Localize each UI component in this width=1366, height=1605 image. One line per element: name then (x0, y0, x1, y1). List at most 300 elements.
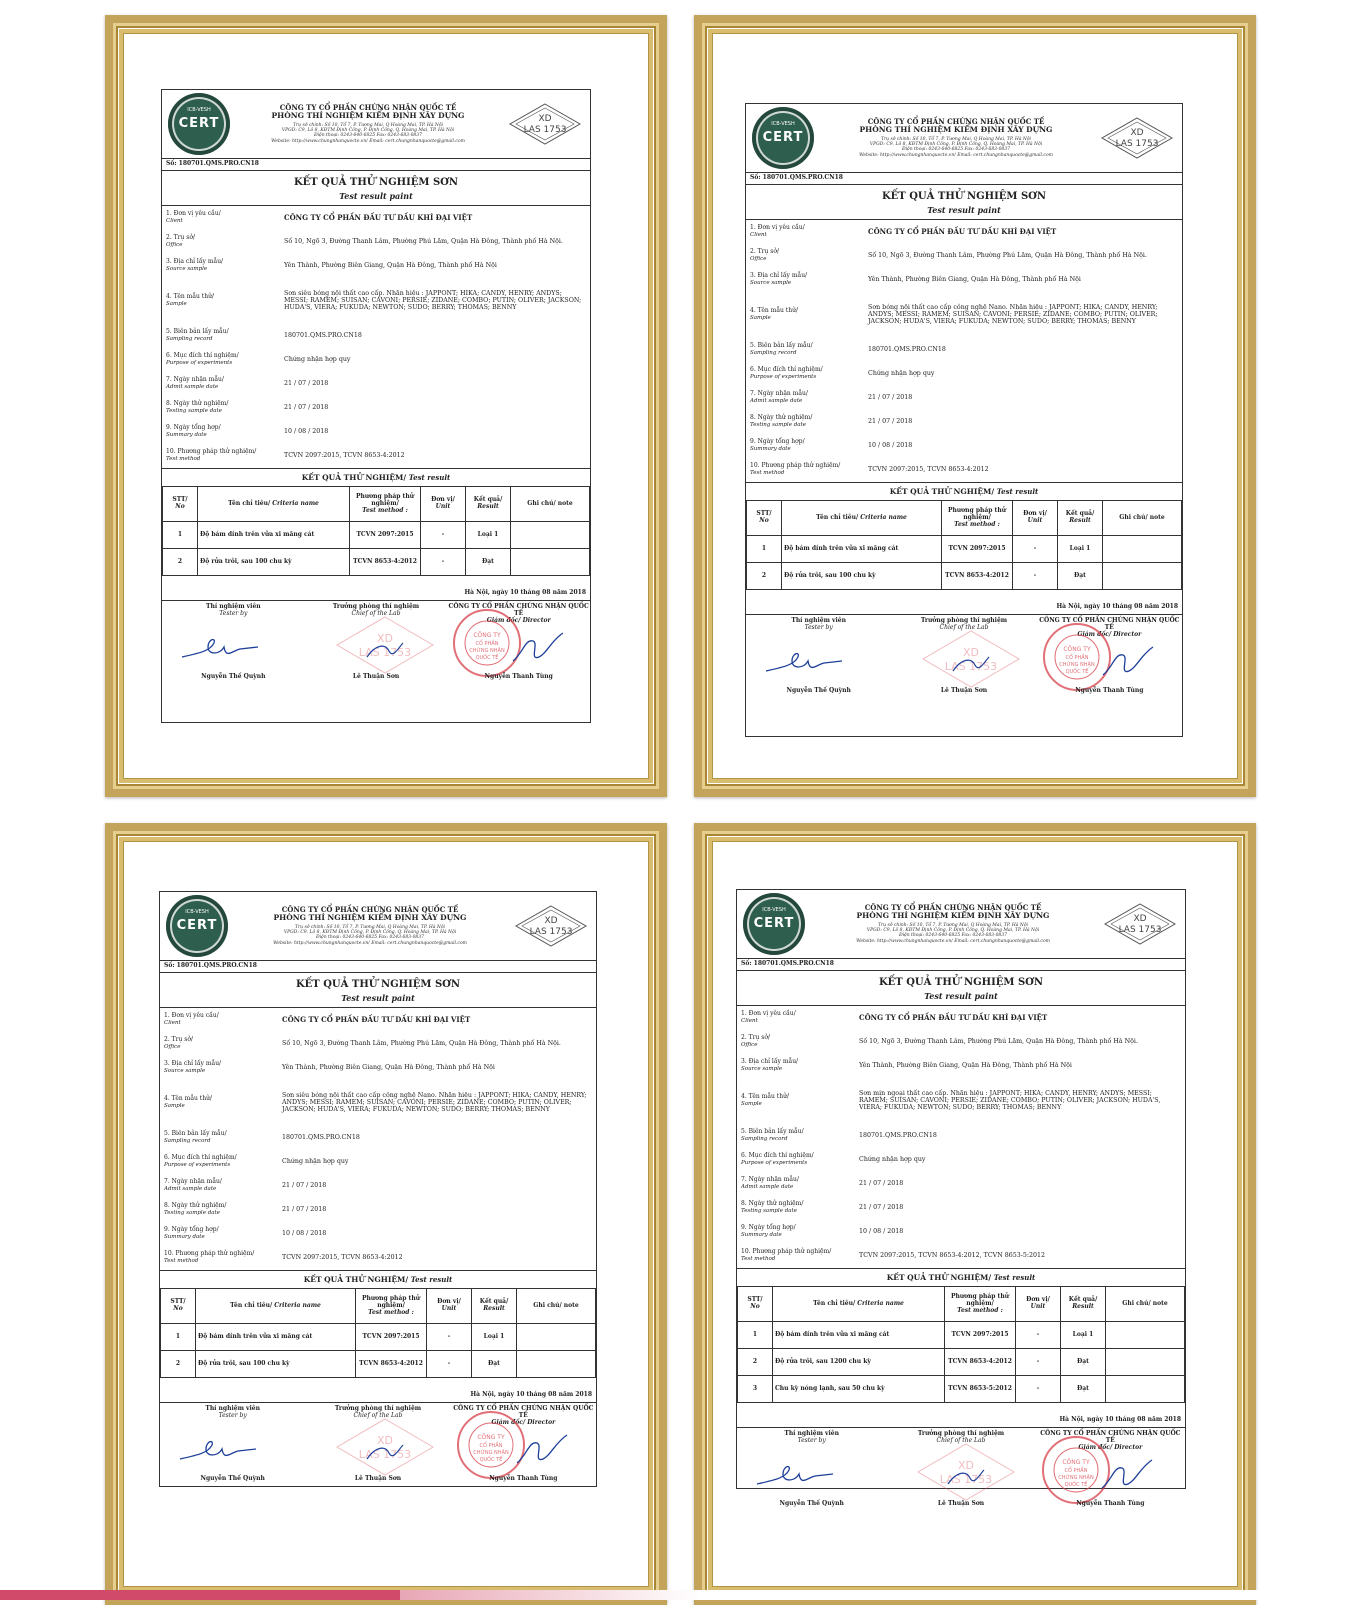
info-label: 2. Trụ sở/ Office (166, 233, 195, 248)
results-table (162, 486, 590, 576)
purpose-value: Chứng nhận hợp quy (859, 1155, 926, 1163)
info-row-office (162, 230, 590, 254)
cell-no: 1 (161, 1324, 196, 1351)
cell-name: Độ bám dính trên vữa xi măng cát (198, 522, 350, 549)
table-row (747, 563, 1182, 590)
phone-line: Điện thoại: 0243-640-6825 Fax: 0243-683-0837 (313, 133, 423, 139)
cell-name: Độ rửa trôi, sau 100 chu kỳ (196, 1351, 356, 1378)
cell-name: Độ rửa trôi, sau 100 chu kỳ (782, 563, 942, 590)
director-title: Giám đốc/ Director (1077, 630, 1142, 638)
source-value: Yên Thành, Phường Biên Giang, Quận Hà Đông, Thành phố Hà Nội (282, 1063, 495, 1071)
results-heading: KẾT QUẢ THỬ NGHIỆM/ Test result (737, 1268, 1185, 1287)
tester-handwritten-signature (764, 645, 844, 681)
office-value: Số 10, Ngõ 3, Đường Thanh Lâm, Phường Phú Lãm, Quận Hà Đông, Thành phố Hà Nội. (284, 237, 563, 245)
hq-address: Trụ sở chính: Số 10, Tổ 7, P. Tương Mai, Q Hoàng Mai, TP. Hà Nội (294, 924, 446, 930)
tester-handwritten-signature (178, 1433, 258, 1469)
info-row-purpose (746, 362, 1182, 386)
hq-address: Trụ sở chính: Số 10, Tổ 7, P. Tương Mai, Q Hoàng Mai, TP. Hà Nội (877, 922, 1029, 928)
director-company: CÔNG TY CỔ PHẦN CHỨNG NHẬN QUỐC TẾ (1039, 617, 1180, 631)
svg-text:CỔ PHẦN: CỔ PHẦN (1064, 1468, 1088, 1475)
sign-date: Hà Nội, ngày 10 tháng 08 năm 2018 (746, 590, 1182, 615)
col-result: Kết quả/ Result (466, 487, 511, 522)
purpose-value: Chứng nhận hợp quy (282, 1157, 349, 1165)
info-row-source (162, 254, 590, 278)
director-handwritten-signature (515, 1433, 569, 1473)
document-number: Số: 180701.QMS.PRO.CN18 (160, 961, 596, 973)
purpose-value: Chứng nhận hợp quy (284, 355, 351, 363)
tester-name: Nguyễn Thế Quỳnh (201, 673, 266, 681)
cell-note (1106, 1376, 1185, 1403)
cell-note (1106, 1322, 1185, 1349)
table-row (163, 549, 590, 576)
cell-method: TCVN 8653-4:2012 (942, 563, 1013, 590)
info-label: 3. Địa chỉ lấy mẫu/ Source sample (741, 1057, 799, 1072)
svg-text:QUỐC TẾ: QUỐC TẾ (1065, 669, 1089, 676)
record-value: 180701.QMS.PRO.CN18 (868, 345, 946, 353)
cell-note (1103, 536, 1182, 563)
hq-address: Trụ sở chính: Số 10, Tổ 7, P. Tương Mai, Q Hoàng Mai, TP. Hà Nội (292, 122, 444, 128)
company-info (236, 104, 500, 143)
web-line: Website: http://www.chungnhanquocte.vn/ Email: cert.chungnhanquocte@gmail.com (856, 938, 1050, 944)
tester-handwritten-signature (180, 631, 260, 667)
info-label: 8. Ngày thử nghiệm/ Testing sample date (166, 399, 229, 414)
phone-line: Điện thoại: 0243-640-6825 Fax: 0243-683-0837 (901, 147, 1011, 153)
info-row-sample (162, 278, 590, 324)
chief-name: Lê Thuận Sơn (940, 687, 988, 695)
test-result-document (736, 889, 1186, 1508)
info-row-sample (737, 1078, 1185, 1124)
director-title: Giám đốc/ Director (1078, 1443, 1143, 1451)
svg-text:CHỨNG NHẬN: CHỨNG NHẬN (469, 648, 506, 655)
document-header (746, 104, 1182, 173)
table-row (738, 1349, 1185, 1376)
admit-value: 21 / 07 / 2018 (859, 1179, 904, 1187)
cell-note (517, 1351, 596, 1378)
info-label: 4. Tên mẫu thử/ Sample (741, 1092, 789, 1107)
chief-signature (305, 1403, 450, 1489)
document-title: KẾT QUẢ THỬ NGHIỆM SƠN (881, 190, 1047, 202)
info-label: 4. Tên mẫu thử/ Sample (750, 306, 798, 321)
col-note: Ghi chú/ note (1106, 1287, 1185, 1322)
info-label: 7. Ngày nhận mẫu/ Admit sample date (164, 1177, 222, 1192)
info-row-sample (160, 1080, 596, 1126)
tester-title: Thí nghiệm viên (206, 603, 261, 611)
testing-value: 21 / 07 / 2018 (868, 417, 913, 425)
cell-unit: - (1016, 1376, 1061, 1403)
info-label: 2. Trụ sở/ Office (750, 247, 779, 262)
chief-title-en: Chief of the Lab (351, 609, 401, 617)
info-row-client (160, 1008, 596, 1032)
method-value: TCVN 2097:2015, TCVN 8653-4:2012 (284, 451, 405, 459)
office-address: VPGD: C9, Lô 8, KĐTM Định Công, P. Định Công, Q. Hoàng Mai, TP. Hà Nội (281, 128, 455, 134)
document-subtitle: Test result paint (927, 205, 1001, 216)
info-label: 6. Mục đích thí nghiệm/ Purpose of experiments (164, 1153, 237, 1168)
cell-method: TCVN 2097:2015 (942, 536, 1013, 563)
badge-bottom-text: LAS 1753 (523, 125, 567, 135)
cell-no: 2 (747, 563, 782, 590)
col-method: Phương pháp thử nghiệm/ Test method : (350, 487, 421, 522)
info-label: 9. Ngày tổng hợp/ Summary date (166, 423, 221, 438)
office-address: VPGD: C9, Lô 8, KĐTM Định Công, P. Định Công, Q. Hoàng Mai, TP. Hà Nội (283, 930, 457, 936)
results-table (746, 500, 1182, 590)
cell-result: Đạt (1061, 1349, 1106, 1376)
badge-top-text: XD (544, 916, 558, 926)
svg-text:LAS 1753: LAS 1753 (945, 660, 998, 674)
document-number: Số: 180701.QMS.PRO.CN18 (746, 173, 1182, 185)
info-row-testing (746, 410, 1182, 434)
tester-title-en: Tester by (219, 609, 248, 617)
director-name: Nguyễn Thanh Tùng (1075, 687, 1144, 695)
table-row (747, 536, 1182, 563)
company-name: CÔNG TY CỔ PHẦN CHỨNG NHẬN QUỐC TẾ (279, 103, 457, 113)
info-label: 5. Biên bản lấy mẫu/ Sampling record (164, 1129, 227, 1144)
col-unit: Đơn vị/ Unit (421, 487, 466, 522)
cell-note (511, 549, 590, 576)
director-signature (447, 601, 590, 687)
info-row-sample (746, 292, 1182, 338)
info-label: 10. Phương pháp thử nghiệm/ Test method (164, 1249, 255, 1264)
col-method: Phương pháp thử nghiệm/ Test method : (942, 501, 1013, 536)
lab-name: PHÒNG THÍ NGHIỆM KIỂM ĐỊNH XÂY DỰNG (271, 111, 465, 121)
results-header-row (747, 501, 1182, 536)
info-row-testing (737, 1196, 1185, 1220)
source-value: Yên Thành, Phường Biên Giang, Quận Hà Đông, Thành phố Hà Nội (868, 275, 1081, 283)
chief-handwritten-signature (365, 639, 405, 663)
results-header-row (161, 1289, 596, 1324)
svg-text:XD: XD (963, 646, 980, 660)
method-value: TCVN 2097:2015, TCVN 8653-4:2012 (868, 465, 989, 473)
logo-top-text: ICB-VESH (185, 909, 209, 915)
chief-title: Trưởng phòng thí nghiệm (332, 603, 420, 611)
cell-unit: - (427, 1324, 472, 1351)
svg-text:CÔNG TY: CÔNG TY (473, 632, 501, 640)
info-row-purpose (737, 1148, 1185, 1172)
director-name: Nguyễn Thanh Tùng (484, 673, 553, 681)
info-label: 8. Ngày thử nghiệm/ Testing sample date (750, 413, 813, 428)
info-row-admit (162, 372, 590, 396)
sign-date: Hà Nội, ngày 10 tháng 08 năm 2018 (737, 1403, 1185, 1428)
info-section (160, 1007, 596, 1270)
info-row-admit (737, 1172, 1185, 1196)
chief-title-en: Chief of the Lab (939, 623, 989, 631)
purpose-value: Chứng nhận hợp quy (868, 369, 935, 377)
web-line: Website: http://www.chungnhanquocte.vn/ Email: cert.chungnhanquocte@gmail.com (859, 152, 1053, 158)
info-label: 2. Trụ sở/ Office (741, 1033, 770, 1048)
svg-text:LAS 1753: LAS 1753 (359, 1448, 412, 1462)
results-table (737, 1286, 1185, 1403)
svg-text:LAS 1753: LAS 1753 (358, 646, 411, 660)
info-label: 7. Ngày nhận mẫu/ Admit sample date (166, 375, 224, 390)
cell-note (517, 1324, 596, 1351)
info-label: 10. Phương pháp thử nghiệm/ Test method (741, 1247, 832, 1262)
info-row-record (737, 1124, 1185, 1148)
signature-block (162, 601, 590, 687)
cell-result: Đạt (1058, 563, 1103, 590)
las-badge (1100, 116, 1174, 160)
table-row (161, 1324, 596, 1351)
col-unit: Đơn vị/ Unit (427, 1289, 472, 1324)
document-number: Số: 180701.QMS.PRO.CN18 (737, 959, 1185, 971)
company-name: CÔNG TY CỔ PHẦN CHỨNG NHẬN QUỐC TẾ (281, 905, 459, 915)
info-label: 6. Mục đích thí nghiệm/ Purpose of experiments (741, 1151, 814, 1166)
results-heading: KẾT QUẢ THỬ NGHIỆM/ Test result (746, 482, 1182, 501)
info-label: 5. Biên bản lấy mẫu/ Sampling record (750, 341, 813, 356)
cell-name: Độ bám dính trên vữa xi măng cát (773, 1322, 945, 1349)
info-row-method (160, 1246, 596, 1270)
cert-logo (168, 93, 230, 155)
col-method: Phương pháp thử nghiệm/ Test method : (356, 1289, 427, 1324)
director-name: Nguyễn Thanh Tùng (1076, 1500, 1145, 1508)
svg-text:XD: XD (377, 1434, 394, 1448)
cell-no: 1 (747, 536, 782, 563)
col-result: Kết quả/ Result (472, 1289, 517, 1324)
info-label: 1. Đơn vị yêu cầu/ Client (741, 1009, 796, 1024)
document-number: Số: 180701.QMS.PRO.CN18 (162, 159, 590, 171)
svg-text:QUỐC TẾ: QUỐC TẾ (475, 655, 499, 662)
cell-name: Độ rửa trôi, sau 100 chu kỳ (198, 549, 350, 576)
info-label: 9. Ngày tổng hợp/ Summary date (741, 1223, 796, 1238)
hq-address: Trụ sở chính: Số 10, Tổ 7, P. Tương Mai, Q Hoàng Mai, TP. Hà Nội (880, 136, 1032, 142)
cell-note (1103, 563, 1182, 590)
col-method: Phương pháp thử nghiệm/ Test method : (945, 1287, 1016, 1322)
info-row-client (737, 1006, 1185, 1030)
cell-no: 1 (738, 1322, 773, 1349)
cell-name: Độ rửa trôi, sau 1200 chu kỳ (773, 1349, 945, 1376)
logo-top-text: ICB-VESH (771, 121, 795, 127)
record-value: 180701.QMS.PRO.CN18 (859, 1131, 937, 1139)
office-address: VPGD: C9, Lô 8, KĐTM Định Công, P. Định Công, Q. Hoàng Mai, TP. Hà Nội (866, 928, 1040, 934)
info-label: 6. Mục đích thí nghiệm/ Purpose of experiments (750, 365, 823, 380)
logo-main-text: CERT (753, 916, 795, 931)
las-badge (514, 904, 588, 948)
client-value: CÔNG TY CỔ PHẦN ĐẦU TƯ DẦU KHÍ ĐẠI VIỆT (868, 226, 1057, 236)
director-name: Nguyễn Thanh Tùng (489, 1475, 558, 1483)
info-label: 5. Biên bản lấy mẫu/ Sampling record (166, 327, 229, 342)
info-row-admit (746, 386, 1182, 410)
col-no: STT/ No (738, 1287, 773, 1322)
info-row-client (746, 220, 1182, 244)
sample-value: Sơn bóng nội thất cao cấp công nghệ Nano. Nhãn hiệu : JAPPONT; HIKA; CANDY, HENRY; ANDYS; MESSI; RAMEM; SUISAN; CAVONI; PERSIE; ZIDANE; COMBO; PUTIN; OLIVER; JACKSON; HUDA'S, VIERA; FUKUDA; NEWTON; SUDO; BERRY; THOMAS; BENNY (868, 303, 1158, 326)
office-value: Số 10, Ngõ 3, Đường Thanh Lâm, Phường Phú Lãm, Quận Hà Đông, Thành phố Hà Nội. (868, 251, 1147, 259)
cell-unit: - (1016, 1322, 1061, 1349)
info-row-office (746, 244, 1182, 268)
info-row-summary (746, 434, 1182, 458)
cert-logo (743, 893, 805, 955)
results-header-row (738, 1287, 1185, 1322)
admit-value: 21 / 07 / 2018 (868, 393, 913, 401)
cell-unit: - (427, 1351, 472, 1378)
info-label: 4. Tên mẫu thử/ Sample (166, 292, 214, 307)
info-row-method (737, 1244, 1185, 1268)
info-section (162, 205, 590, 468)
cell-note (1106, 1349, 1185, 1376)
cell-result: Loại 1 (466, 522, 511, 549)
testing-value: 21 / 07 / 2018 (859, 1203, 904, 1211)
office-value: Số 10, Ngõ 3, Đường Thanh Lâm, Phường Phú Lãm, Quận Hà Đông, Thành phố Hà Nội. (282, 1039, 561, 1047)
chief-title-en: Chief of the Lab (936, 1436, 986, 1444)
cell-result: Loại 1 (1058, 536, 1103, 563)
cell-method: TCVN 2097:2015 (945, 1322, 1016, 1349)
testing-value: 21 / 07 / 2018 (282, 1205, 327, 1213)
cert-logo (166, 895, 228, 957)
director-handwritten-signature (1101, 645, 1155, 685)
svg-text:CÔNG TY: CÔNG TY (1063, 646, 1091, 654)
info-label: 7. Ngày nhận mẫu/ Admit sample date (741, 1175, 799, 1190)
lab-name: PHÒNG THÍ NGHIỆM KIỂM ĐỊNH XÂY DỰNG (859, 125, 1053, 135)
summary-value: 10 / 08 / 2018 (859, 1227, 904, 1235)
col-unit: Đơn vị/ Unit (1013, 501, 1058, 536)
cell-result: Đạt (1061, 1376, 1106, 1403)
cell-unit: - (1013, 536, 1058, 563)
badge-top-text: XD (538, 114, 552, 124)
svg-text:QUỐC TẾ: QUỐC TẾ (479, 1457, 503, 1464)
cell-unit: - (1016, 1349, 1061, 1376)
las-badge (1103, 902, 1177, 946)
badge-top-text: XD (1133, 914, 1147, 924)
chief-handwritten-signature (365, 1441, 405, 1465)
table-row (738, 1322, 1185, 1349)
gold-frame-3 (105, 823, 667, 1605)
document-subtitle: Test result paint (341, 993, 415, 1004)
info-label: 2. Trụ sở/ Office (164, 1035, 193, 1050)
col-result: Kết quả/ Result (1061, 1287, 1106, 1322)
tester-name: Nguyễn Thế Quỳnh (786, 687, 851, 695)
info-label: 10. Phương pháp thử nghiệm/ Test method (750, 461, 841, 476)
document-header (737, 890, 1185, 959)
info-label: 3. Địa chỉ lấy mẫu/ Source sample (166, 257, 224, 272)
sample-value: Sơn siêu bóng nội thất cao cấp. Nhãn hiệu : JAPPONT; HIKA; CANDY, HENRY; ANDYS; MESSI; RAMEM; SUISAN; CAVONI; PERSIE; ZIDANE; COMBO; PUTIN; OLIVER; JACKSON; HUDA'S, VIERA; FUKUDA; NEWTON; SUDO; BERRY; THOMAS; BENNY (284, 289, 582, 312)
info-row-testing (160, 1198, 596, 1222)
info-label: 8. Ngày thử nghiệm/ Testing sample date (741, 1199, 804, 1214)
sign-date: Hà Nội, ngày 10 tháng 08 năm 2018 (162, 576, 590, 601)
cell-no: 1 (163, 522, 198, 549)
signature-block (160, 1403, 596, 1489)
tester-title: Thí nghiệm viên (791, 617, 846, 625)
method-value: TCVN 2097:2015, TCVN 8653-4:2012, TCVN 8653-5:2012 (859, 1251, 1046, 1259)
chief-signature (305, 601, 448, 687)
director-handwritten-signature (511, 631, 565, 671)
web-line: Website: http://www.chungnhanquocte.vn/ Email: cert.chungnhanquocte@gmail.com (271, 138, 465, 144)
info-row-record (162, 324, 590, 348)
director-signature (1037, 615, 1182, 701)
info-row-office (737, 1030, 1185, 1054)
director-company: CÔNG TY CỔ PHẦN CHỨNG NHẬN QUỐC TẾ (448, 603, 589, 617)
tester-signature (737, 1428, 886, 1514)
info-section (746, 219, 1182, 482)
sample-value: Sơn siêu bóng nội thất cao cấp công nghệ Nano. Nhãn hiệu : JAPPONT; HIKA; CANDY, HENRY; ANDYS; MESSI; RAMEM; SUISAN; CAVONI; PERSIE; ZIDANE; COMBO; PUTIN; OLIVER; JACKSON; HUDA'S, VIERA; FUKUDA; NEWTON; SUDO; BERRY; THOMAS; BENNY (282, 1091, 587, 1114)
tester-handwritten-signature (755, 1458, 835, 1494)
las-badge (508, 102, 582, 146)
results-header-row (163, 487, 590, 522)
test-result-document (161, 89, 591, 723)
tester-title: Thí nghiệm viên (784, 1430, 839, 1438)
col-unit: Đơn vị/ Unit (1016, 1287, 1061, 1322)
cell-name: Độ bám dính trên vữa xi măng cát (196, 1324, 356, 1351)
col-note: Ghi chú/ note (1103, 501, 1182, 536)
col-note: Ghi chú/ note (517, 1289, 596, 1324)
info-row-source (746, 268, 1182, 292)
info-row-client (162, 206, 590, 230)
tester-signature (160, 1403, 305, 1489)
table-row (738, 1376, 1185, 1403)
info-row-purpose (162, 348, 590, 372)
svg-text:CHỨNG NHẬN: CHỨNG NHẬN (1058, 662, 1095, 669)
table-row (161, 1351, 596, 1378)
cell-method: TCVN 8653-4:2012 (356, 1351, 427, 1378)
sign-date: Hà Nội, ngày 10 tháng 08 năm 2018 (160, 1378, 596, 1403)
info-row-method (746, 458, 1182, 482)
col-criteria: Tên chỉ tiêu/ Criteria name (198, 487, 350, 522)
results-heading: KẾT QUẢ THỬ NGHIỆM/ Test result (160, 1270, 596, 1289)
logo-main-text: CERT (762, 130, 804, 145)
company-name: CÔNG TY CỔ PHẦN CHỨNG NHẬN QUỐC TẾ (864, 903, 1042, 913)
cell-note (511, 522, 590, 549)
summary-value: 10 / 08 / 2018 (868, 441, 913, 449)
director-company: CÔNG TY CỔ PHẦN CHỨNG NHẬN QUỐC TẾ (453, 1405, 594, 1419)
tester-title-en: Tester by (218, 1411, 247, 1419)
gold-frame-4 (694, 823, 1256, 1605)
info-label: 4. Tên mẫu thử/ Sample (164, 1094, 212, 1109)
cell-unit: - (1013, 563, 1058, 590)
cell-method: TCVN 8653-5:2012 (945, 1376, 1016, 1403)
svg-text:CHỨNG NHẬN: CHỨNG NHẬN (472, 1450, 509, 1457)
cell-method: TCVN 2097:2015 (350, 522, 421, 549)
info-label: 1. Đơn vị yêu cầu/ Client (750, 223, 805, 238)
document-title: KẾT QUẢ THỬ NGHIỆM SƠN (293, 176, 459, 188)
document-subtitle: Test result paint (924, 991, 998, 1002)
info-row-office (160, 1032, 596, 1056)
info-label: 10. Phương pháp thử nghiệm/ Test method (166, 447, 257, 462)
document-title: KẾT QUẢ THỬ NGHIỆM SƠN (878, 976, 1044, 988)
info-row-summary (160, 1222, 596, 1246)
cell-no: 3 (738, 1376, 773, 1403)
test-result-document (159, 891, 597, 1487)
chief-signature (886, 1428, 1035, 1514)
tester-title-en: Tester by (804, 623, 833, 631)
svg-text:QUỐC TẾ: QUỐC TẾ (1064, 1482, 1088, 1489)
cell-result: Đạt (472, 1351, 517, 1378)
info-row-record (160, 1126, 596, 1150)
chief-name: Lê Thuận Sơn (352, 673, 400, 681)
admit-value: 21 / 07 / 2018 (282, 1181, 327, 1189)
cell-method: TCVN 8653-4:2012 (350, 549, 421, 576)
svg-text:LAS 1753: LAS 1753 (940, 1473, 993, 1487)
phone-line: Điện thoại: 0243-640-6825 Fax: 0243-683-0837 (898, 933, 1008, 939)
cell-unit: - (421, 522, 466, 549)
info-label: 1. Đơn vị yêu cầu/ Client (166, 209, 221, 224)
chief-title-en: Chief of the Lab (353, 1411, 403, 1419)
results-table (160, 1288, 596, 1378)
sample-value: Sơn mịn ngoại thất cao cấp. Nhãn hiệu : JAPPONT; HIKA; CANDY, HENRY; ANDYS; MESSI; RAMEM; SUISAN; CAVONI; PERSIE; ZIDANE; COMBO; PUTIN; OLIVER; JACKSON; HUDA'S, VIERA; FUKUDA; NEWTON; SUDO; BERRY; THOMAS; BENNY (859, 1089, 1161, 1112)
info-label: 5. Biên bản lấy mẫu/ Sampling record (741, 1127, 804, 1142)
logo-main-text: CERT (176, 918, 218, 933)
info-row-summary (737, 1220, 1185, 1244)
chief-title: Trưởng phòng thí nghiệm (920, 617, 1008, 625)
info-label: 7. Ngày nhận mẫu/ Admit sample date (750, 389, 808, 404)
info-row-source (160, 1056, 596, 1080)
testing-value: 21 / 07 / 2018 (284, 403, 329, 411)
info-row-source (737, 1054, 1185, 1078)
info-row-method (162, 444, 590, 468)
cell-result: Đạt (466, 549, 511, 576)
client-value: CÔNG TY CỔ PHẦN ĐẦU TƯ DẦU KHÍ ĐẠI VIỆT (282, 1014, 471, 1024)
cell-no: 2 (163, 549, 198, 576)
company-info (820, 118, 1092, 157)
badge-bottom-text: LAS 1753 (1115, 139, 1159, 149)
svg-text:XD: XD (376, 632, 393, 646)
director-company: CÔNG TY CỔ PHẦN CHỨNG NHẬN QUỐC TẾ (1040, 1430, 1181, 1444)
info-label: 1. Đơn vị yêu cầu/ Client (164, 1011, 219, 1026)
